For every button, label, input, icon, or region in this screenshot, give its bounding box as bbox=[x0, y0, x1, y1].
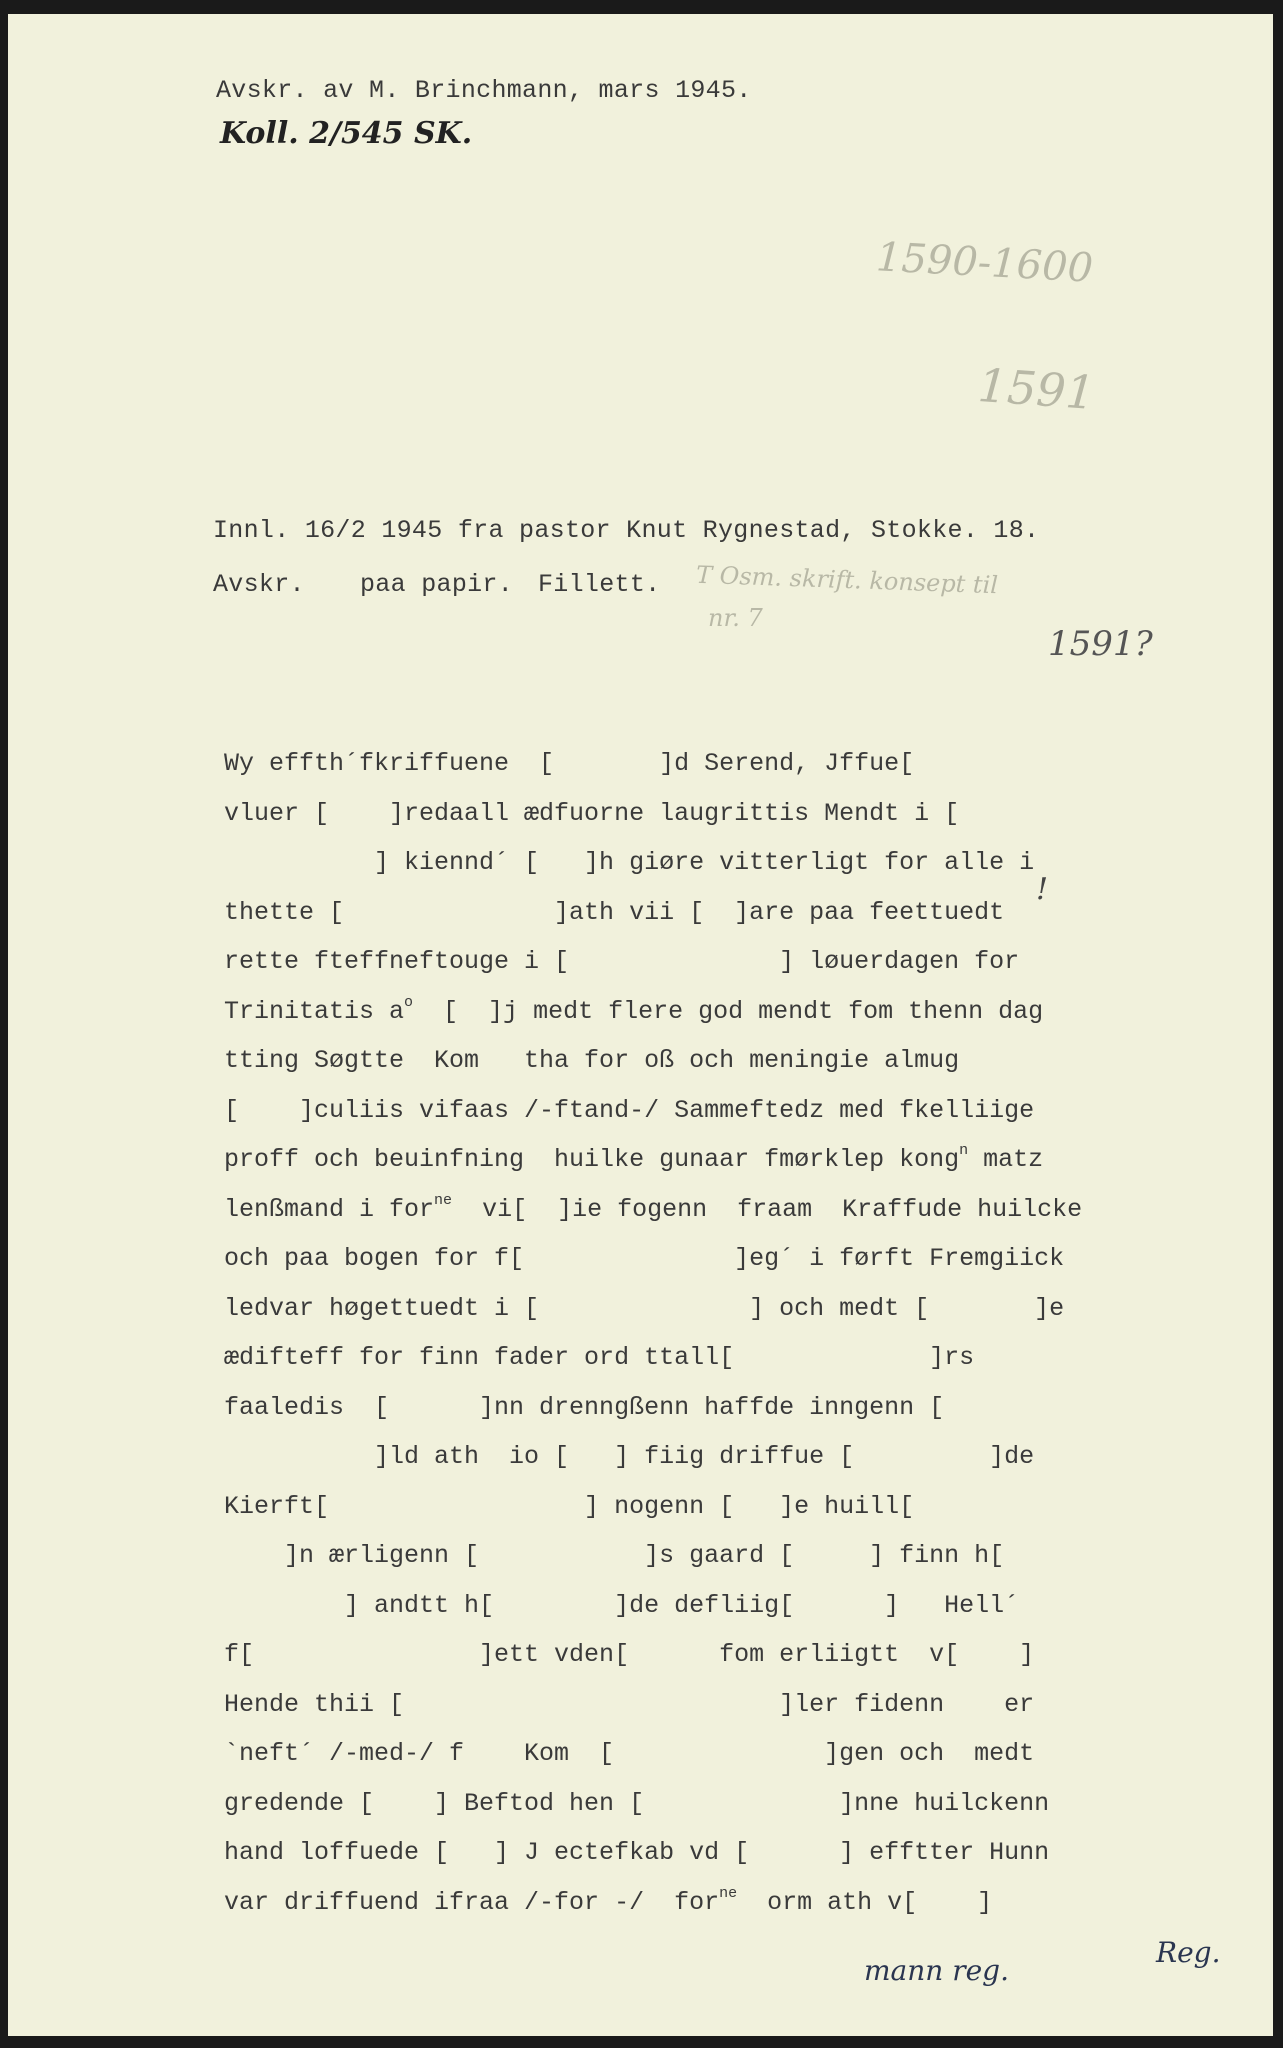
transcription-line: f[ ]ett vden[ fom erliigtt v[ ] bbox=[224, 1640, 1035, 1669]
superscript-abbrev: ne bbox=[719, 1884, 738, 1902]
transcription-line: och paa bogen for f[ ]eg´ i førft Fremgiick bbox=[224, 1244, 1065, 1273]
superscript-abbrev: o bbox=[404, 993, 414, 1011]
transcription-line: rette fteffneftouge i [ ] løuerdagen for bbox=[224, 947, 1020, 976]
transcription-line: [ ]culiis vifaas /-ftand-/ Sammeftedz med fkelliige bbox=[224, 1095, 1035, 1125]
transcription-line: ] kiennd´ [ ]h giøre vitterligt for alle i bbox=[224, 848, 1035, 877]
pencil-note-line1: T Osm. skrift. konsept til bbox=[695, 560, 999, 600]
transcription-line: Wy effth´fkriffuene [ ]d Serend, Jffue[ bbox=[224, 749, 915, 778]
condition-label: Fillett. bbox=[538, 570, 661, 599]
document-page bbox=[8, 14, 1273, 2036]
faint-year: 1591 bbox=[976, 357, 1097, 421]
transcription-line: Kierft[ ] nogenn [ ]e huill[ bbox=[224, 1491, 915, 1521]
transcription-line: tting Søgtte Kom tha for oß och meningie almug bbox=[224, 1046, 960, 1075]
handwritten-collection-ref: Koll. 2/545 SK. bbox=[220, 116, 473, 151]
intake-line: Innl. 16/2 1945 fra pastor Knut Rygnestad, Stokke. 18. bbox=[213, 516, 1040, 545]
pencil-year: 1591? bbox=[1048, 624, 1153, 664]
transcription-line: ledvar høgettuedt i [ ] och medt [ ]e bbox=[224, 1293, 1065, 1323]
signature-mann-reg: mann reg. bbox=[864, 1954, 1009, 1987]
avskr-label: Avskr. bbox=[213, 570, 305, 599]
transcription-line: vluer [ ]redaall ædfuorne laugrittis Mendt i [ bbox=[224, 798, 960, 828]
margin-mark: ! bbox=[1036, 872, 1049, 907]
transcription-line: `neft´ /-med-/ f Kom [ ]gen och medt bbox=[224, 1739, 1035, 1768]
transcription-line: thette [ ]ath vii [ ]are paa feettuedt bbox=[224, 897, 1005, 927]
faint-date-range: 1590-1600 bbox=[874, 234, 1095, 292]
superscript-abbrev: ne bbox=[434, 1191, 453, 1209]
transcription-line: Trinitatis $a^o$ [ ]j medt flere god mendt fom thenn dag bbox=[224, 993, 1044, 1026]
pencil-note-line2: nr. 7 bbox=[708, 604, 763, 632]
transcription-line: lenßmand i for$^{ne}$ vi[ ]ie fogenn fraam Kraffude huilcke bbox=[224, 1191, 1083, 1224]
transcriber-line: Avskr. av M. Brinchmann, mars 1945. bbox=[216, 76, 752, 105]
transcription-line: ]ld ath io [ ] fiig driffue [ ]de bbox=[224, 1442, 1035, 1471]
transcription-line: Hende thii [ ]ler fidenn er bbox=[224, 1689, 1035, 1719]
transcription-line: var driffuend ifraa /-for -/ for$^{ne}$ orm ath v[ ] bbox=[224, 1884, 993, 1917]
transcription-line: gredende [ ] Beftod hen [ ]nne huilckenn bbox=[224, 1788, 1050, 1818]
transcription-line: ]n ærligenn [ ]s gaard [ ] finn h[ bbox=[224, 1541, 1005, 1570]
material-label: paa papir. bbox=[360, 570, 514, 599]
transcription-line: proff och beuinfning huilke gunaar fmørklep kong$^n$ matz bbox=[224, 1142, 1044, 1174]
transcription-line: ] andtt h[ ]de defliig[ ] Hell´ bbox=[224, 1590, 1020, 1620]
signature-reg: Reg. bbox=[1156, 1936, 1221, 1969]
transcription-line: faaledis [ ]nn drenngßenn haffde inngenn [ bbox=[224, 1392, 945, 1422]
transcription-line: ædifteff for finn fader ord ttall[ ]rs bbox=[224, 1343, 975, 1372]
superscript-abbrev: n bbox=[959, 1142, 969, 1159]
transcription-line: hand loffuede [ ] J ectefkab vd [ ] efftter Hunn bbox=[224, 1838, 1050, 1867]
